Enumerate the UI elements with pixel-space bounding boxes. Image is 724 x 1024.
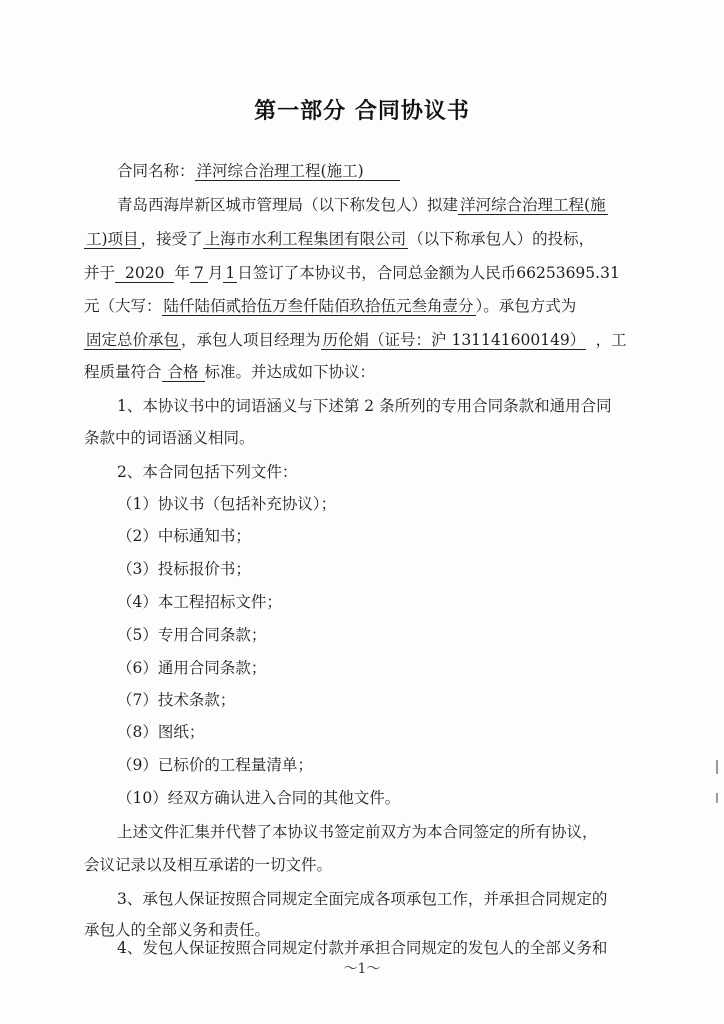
para1-line5 [84, 330, 656, 350]
sign-day: 1 [225, 264, 236, 282]
doc-list-item: （4）本工程招标文件； [117, 593, 282, 611]
item2-heading: 2、本合同包括下列文件： [117, 463, 298, 481]
para1-text: ，承包人项目经理为 [181, 331, 321, 349]
contract-amount-words: 陆仟陆佰贰拾伍万叁仟陆佰玖拾伍元叁角壹分 [163, 297, 474, 315]
doc-list-item: （7）技术条款； [117, 691, 236, 709]
contractor-name: 上海市水利工程集团有限公司 [204, 230, 407, 248]
document-title: 第一部分 合同协议书 [254, 99, 470, 124]
para1-text: ）。承包方式为 [475, 297, 577, 315]
para1-text: 日签订了本协议书，合同总金额为人民币 [237, 264, 517, 282]
item1-line2: 条款中的词语涵义相同。 [84, 429, 255, 447]
para1-line4 [84, 296, 656, 316]
summary-line1: 上述文件汇集并代替了本协议书签定前双方为本合同签定的所有协议， [117, 823, 598, 841]
contract-type: 固定总价承包 [86, 331, 180, 349]
contract-name-label: 合同名称： [117, 162, 195, 180]
scan-edge-mark [716, 793, 718, 803]
item3-line1: 3、承包人保证按照合同规定全面完成各项承包工作，并承担合同规定的 [117, 890, 608, 908]
sign-year: 2020 [115, 264, 174, 283]
page-number: ～1～ [343, 961, 381, 977]
item1-line1: 1、本协议书中的词语涵义与下述第 2 条所列的专用合同条款和通用合同 [117, 397, 612, 415]
contract-name-line [117, 161, 657, 181]
para1-line2 [84, 229, 656, 249]
para1-line1 [117, 195, 657, 215]
para1-text: （以下称承包人）的投标， [408, 230, 595, 248]
doc-list-item: （10）经双方确认进入合同的其他文件。 [117, 789, 401, 807]
item4-line1: 4、发包人保证按照合同规定付款并承担合同规定的发包人的全部义务和 [117, 939, 608, 957]
contract-name-value: 洋河综合治理工程(施工) [195, 162, 400, 181]
doc-list-item: （5）专用合同条款； [117, 626, 267, 644]
para1-text: ，工 [595, 331, 627, 349]
doc-list-item: （2）中标通知书； [117, 527, 251, 545]
quality-standard: 合格 [162, 363, 205, 382]
para1-text: 标准。并达成如下协议： [204, 363, 376, 381]
summary-line2: 会议记录以及相互承诺的一切文件。 [84, 856, 333, 874]
doc-list-item: （9）已标价的工程量清单； [117, 756, 313, 774]
project-name-underlined: 工)项目 [86, 230, 139, 248]
para1-text: 程质量符合 [84, 363, 162, 381]
para1-text: 年 [174, 264, 190, 282]
sign-month: 7 [190, 264, 208, 283]
para1-text: 月 [207, 264, 224, 282]
scan-edge-mark [716, 760, 718, 774]
para1-line3 [84, 263, 656, 283]
contract-amount: 66253695.31 [516, 264, 620, 282]
para1-text: 青岛西海岸新区城市管理局（以下称发包人）拟建 [117, 196, 459, 214]
doc-list-item: （8）图纸； [117, 723, 205, 741]
doc-list-item: （6）通用合同条款； [117, 659, 267, 677]
item3-line2: 承包人的全部义务和责任。 [84, 921, 271, 939]
para1-text: 并于 [84, 264, 116, 282]
doc-list-item: （3）投标报价书； [117, 560, 251, 578]
para1-line6 [84, 362, 656, 382]
doc-list-item: （1）协议书（包括补充协议）； [117, 495, 337, 513]
project-manager: 历伦娟（证号：沪 131141600149） [321, 331, 586, 350]
para1-text: ，接受了 [140, 230, 203, 248]
para1-text: 元（大写： [84, 297, 162, 315]
project-name-underlined: 洋河综合治理工程(施 [460, 196, 606, 214]
